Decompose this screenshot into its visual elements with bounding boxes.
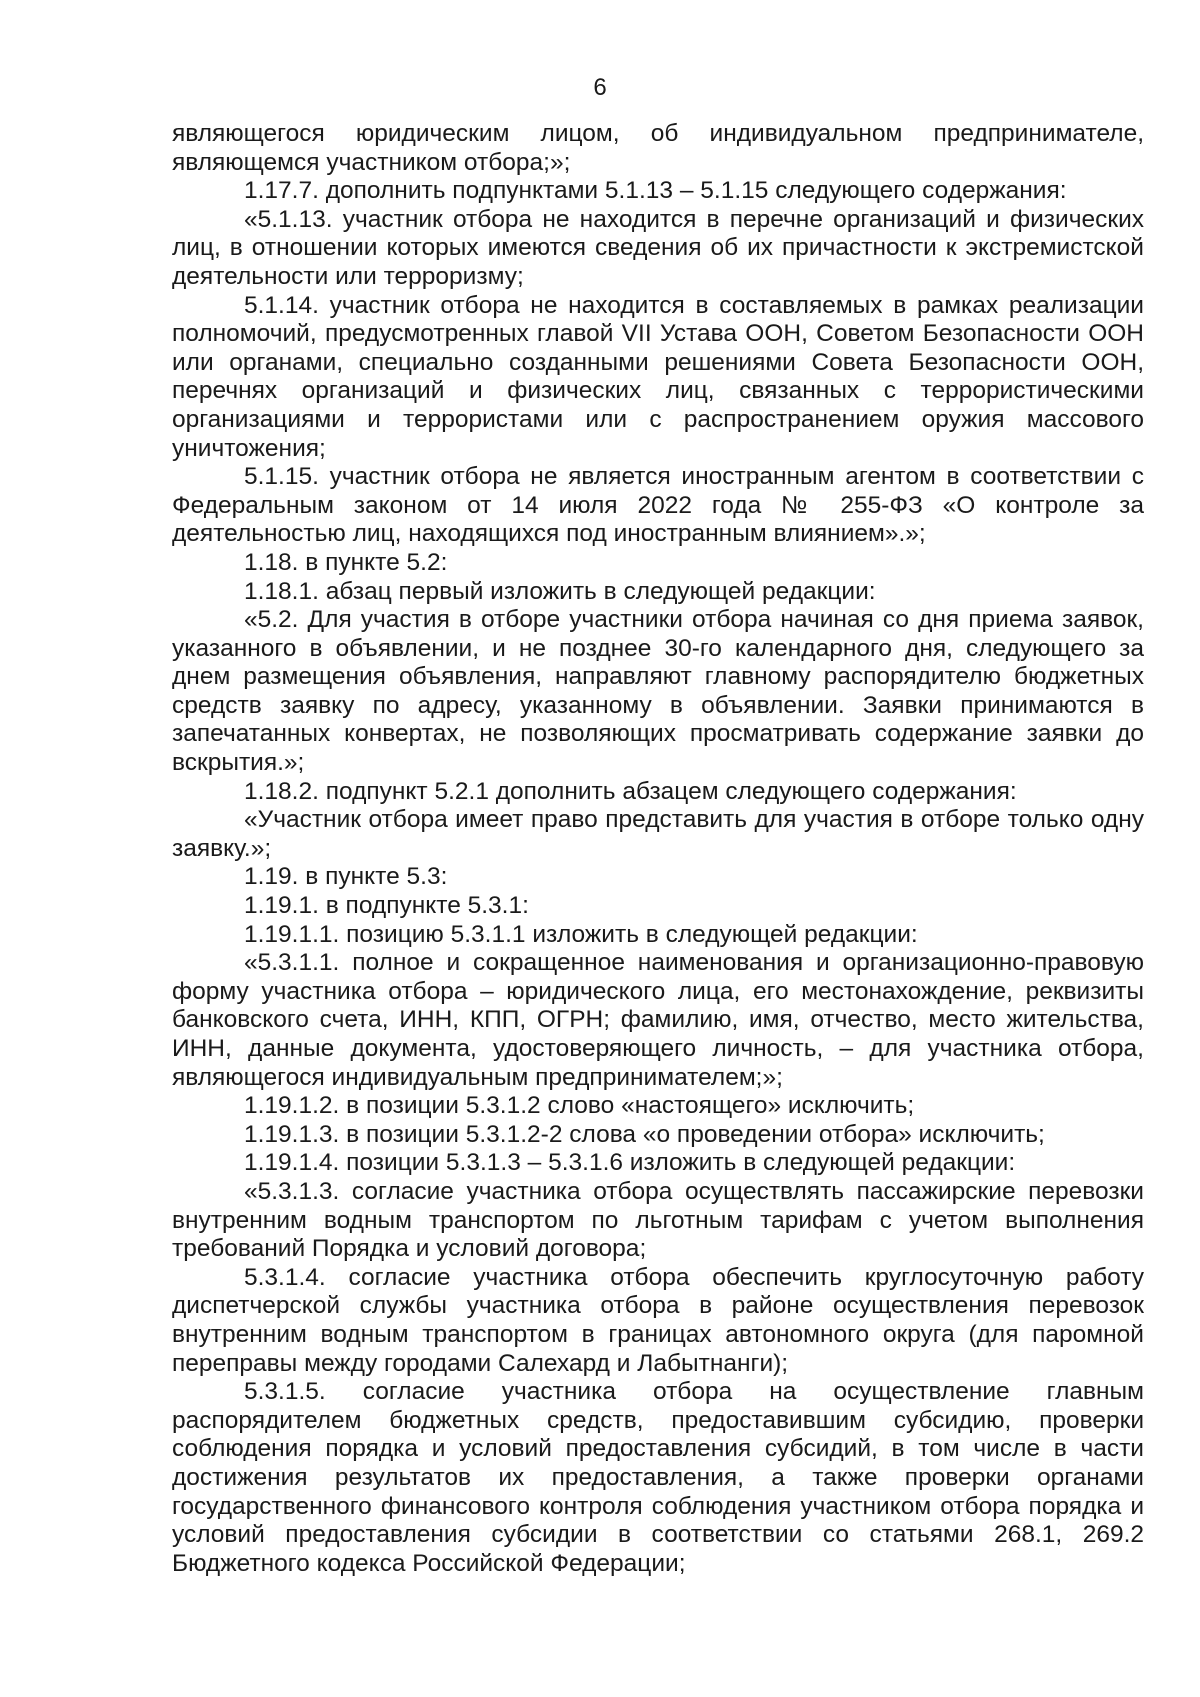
paragraph: 1.18.1. абзац первый изложить в следующей редакции: xyxy=(244,577,876,605)
paragraph: «5.3.1.1. полное и сокращенное наименования и организационно-правовую форму участника отбора – юридического лица, его местонахождение, реквизиты банковского счета, ИНН, КПП, ОГРН; фамилию, имя, отчество, место жительства, ИНН, данные документа, удостоверяющего личность, – для участника отбора, являющегося индивидуальным предпринимателем;»; xyxy=(172,949,1144,1091)
paragraph: «5.3.1.3. согласие участника отбора осуществлять пассажирские перевозки внутренним водным транспортом по льготным тарифам с учетом выполнения требований Порядка и условий договора; xyxy=(172,1177,1144,1263)
paragraph: 5.3.1.4. согласие участника отбора обеспечить круглосуточную работу диспетчерской службы участника отбора в районе осуществления перевозок внутренним водным транспортом в границах автономного округа (для паромной переправы между городами Салехард и Лабытнанги); xyxy=(172,1263,1144,1377)
paragraph: 5.1.15. участник отбора не является иностранным агентом в соответствии с Федеральным законом от 14 июля 2022 года № 255-ФЗ «О контроле за деятельностью лиц, находящихся под иностранным влиянием».»; xyxy=(172,463,1144,548)
paragraph: 1.19. в пункте 5.3: xyxy=(244,863,448,891)
page-number: 6 xyxy=(593,74,607,101)
paragraph: 1.18.2. подпункт 5.2.1 дополнить абзацем следующего содержания: xyxy=(244,777,1017,805)
paragraph: 1.19.1. в подпункте 5.3.1: xyxy=(244,892,529,920)
paragraph: 5.3.1.5. согласие участника отбора на осуществление главным распорядителем бюджетных средств, предоставившим субсидию, проверки соблюдения порядка и условий предоставления субсидий, в том числе в части достижения результатов их предоставления, а также проверки органами государственного финансового контроля соблюдения участником отбора порядка и условий предоставления субсидии в соответствии со статьями 268.1, 269.2 Бюджетного кодекса Российской Федерации; xyxy=(172,1378,1144,1577)
paragraph: 1.18. в пункте 5.2: xyxy=(244,548,448,576)
paragraph: 1.19.1.3. в позиции 5.3.1.2-2 слова «о проведении отбора» исключить; xyxy=(244,1120,1045,1148)
paragraph: «Участник отбора имеет право представить для участия в отборе только одну заявку.»; xyxy=(172,806,1144,862)
paragraph: 1.17.7. дополнить подпунктами 5.1.13 – 5.1.15 следующего содержания: xyxy=(244,177,1067,205)
paragraph: 1.19.1.4. позиции 5.3.1.3 – 5.3.1.6 изложить в следующей редакции: xyxy=(244,1149,1016,1177)
paragraph: «5.2. Для участия в отборе участники отбора начиная со дня приема заявок, указанного в объявлении, и не позднее 30-го календарного дня, следующего за днем размещения объявления, направляют главному распорядителю бюджетных средств заявку по адресу, указанному в объявлении. Заявки принимаются в запечатанных конвертах, не позволяющих просматривать содержание заявки до вскрытия.»; xyxy=(172,606,1144,777)
paragraph: 1.19.1.1. позицию 5.3.1.1 изложить в следующей редакции: xyxy=(244,920,918,948)
paragraph: являющегося юридическим лицом, об индивидуальном предпринимателе, являющемся участником отбора;»; xyxy=(172,120,1144,176)
paragraph: 5.1.14. участник отбора не находится в составляемых в рамках реализации полномочий, предусмотренных главой VII Устава ООН, Советом Безопасности ООН или органами, специально созданными решениями Совета Безопасности ООН, перечнях организаций и физических лиц, связанных с террористическими организациями и террористами или с распространением оружия массового уничтожения; xyxy=(172,291,1144,462)
document-body xyxy=(172,120,1144,1578)
paragraph: 1.19.1.2. в позиции 5.3.1.2 слово «настоящего» исключить; xyxy=(244,1092,915,1120)
paragraph: «5.1.13. участник отбора не находится в перечне организаций и физических лиц, в отношении которых имеются сведения об их причастности к экстремистской деятельности или терроризму; xyxy=(172,205,1144,290)
